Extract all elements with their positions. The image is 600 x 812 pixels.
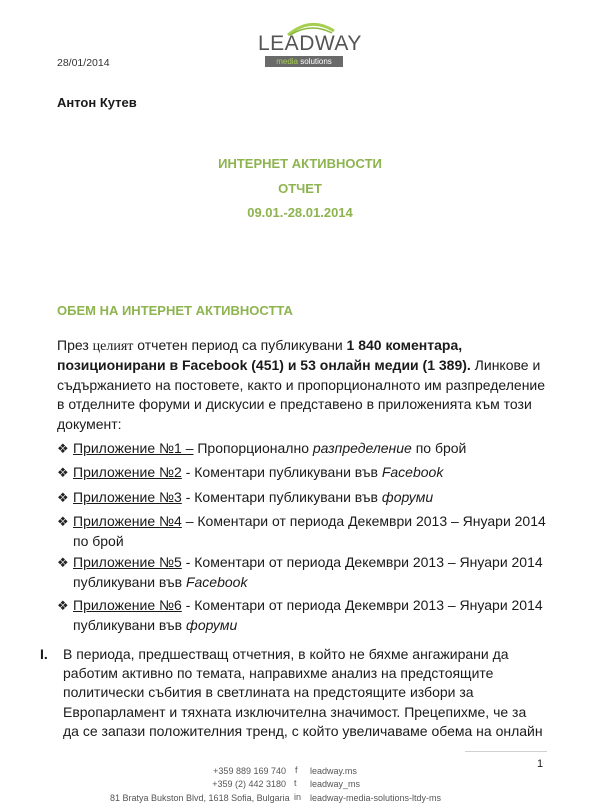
appendix-link[interactable]: Приложение №5 <box>73 554 182 570</box>
section-one-paragraph: В периода, предшестващ отчетния, в който не бяхме ангажирани да работим активно по темата, направихме анализ на предстоящите политически събития в светлината на предстоящите избори за Европарламент и тяхната изключителна значимост. Прецепихме, че за да се запази положителния тренд, с който увеличаваме обема на онлайн <box>63 646 543 739</box>
page-number: 1 <box>537 758 544 770</box>
appendix-emphasis: форуми <box>185 616 238 633</box>
appendix-text: - Коментари публикувани във <box>181 464 382 480</box>
recipient-name: Антон Кутев <box>57 95 137 110</box>
appendix-link[interactable]: Приложение №1 – <box>73 440 194 456</box>
footer-phone-mobile: +359 889 169 740 <box>213 766 286 776</box>
intro-text: През <box>57 337 93 353</box>
appendix-link[interactable]: Приложение №3 <box>73 489 182 505</box>
diamond-bullet-icon: ❖ <box>57 441 69 456</box>
section-numeral: I. <box>40 646 48 662</box>
appendix-link[interactable]: Приложение №2 <box>73 464 182 480</box>
appendix-item <box>57 596 563 635</box>
diamond-bullet-icon: ❖ <box>57 555 69 570</box>
footer-facebook[interactable]: leadway.ms <box>310 766 357 776</box>
twitter-icon: t <box>294 778 297 788</box>
document-subtitle: ОТЧЕТ <box>278 181 322 196</box>
appendix-emphasis: разпределение <box>312 440 412 456</box>
diamond-bullet-icon: ❖ <box>57 514 69 529</box>
intro-text-serif: целият <box>92 339 134 354</box>
appendix-text: - Коментари от периода Декември 2013 – Януари 2014 публикувани във <box>73 597 543 633</box>
report-period: 09.01.-28.01.2014 <box>247 205 353 220</box>
footer-divider <box>465 751 547 752</box>
intro-text: отчетен период са публикувани <box>133 337 347 353</box>
appendix-emphasis: Facebook <box>381 464 444 480</box>
report-date: 28/01/2014 <box>57 57 110 69</box>
diamond-bullet-icon: ❖ <box>57 465 69 480</box>
appendix-item <box>57 488 563 508</box>
appendix-item <box>57 463 563 483</box>
logo-wordmark: LEADWAY <box>258 32 362 55</box>
logo-tagline-solutions: solutions <box>298 57 332 66</box>
section-heading: ОБЕМ НА ИНТЕРНЕТ АКТИВНОСТТА <box>57 303 293 318</box>
appendix-text: - Коментари от периода Декември 2013 – Януари 2014 публикувани във <box>73 554 543 590</box>
appendix-text: по брой <box>411 440 467 456</box>
appendix-item <box>57 553 563 592</box>
intro-bold-stats: 1 840 коментара, позиционирани в Facebook (451) и 53 онлайн медии (1 389). <box>57 337 471 374</box>
diamond-bullet-icon: ❖ <box>57 490 69 505</box>
diamond-bullet-icon: ❖ <box>57 598 69 613</box>
logo-tagline-media: media <box>276 57 298 66</box>
appendix-text: Пропорционално <box>193 440 313 456</box>
appendix-emphasis: форуми <box>381 489 434 505</box>
appendix-item <box>57 512 563 551</box>
document-title: ИНТЕРНЕТ АКТИВНОСТИ <box>218 156 382 171</box>
footer-linkedin[interactable]: leadway-media-solutions-ltdy-ms <box>310 793 442 803</box>
appendix-link[interactable]: Приложение №4 <box>73 513 182 529</box>
leadway-logo <box>258 22 362 70</box>
facebook-icon: f <box>295 765 298 775</box>
appendix-text: – Коментари от периода Декември 2013 – Януари 2014 по брой <box>73 513 546 549</box>
appendix-emphasis: Facebook <box>185 573 248 590</box>
appendix-link[interactable]: Приложение №6 <box>73 597 182 613</box>
footer-twitter[interactable]: leadway_ms <box>310 779 361 789</box>
intro-text: Линкове и съдържанието на постовете, както и пропорционалното им разпределение в отделните форуми и дискусии е представено в приложенията към този документ: <box>57 357 546 432</box>
intro-paragraph <box>57 336 547 434</box>
footer-address: 81 Bratya Bukston Blvd, 1618 Sofia, Bulgaria <box>110 793 290 803</box>
linkedin-icon: in <box>294 792 302 802</box>
appendix-text: - Коментари публикувани във <box>181 489 382 505</box>
appendix-item <box>57 439 563 459</box>
footer-phone-landline: +359 (2) 442 3180 <box>212 779 286 789</box>
logo-tagline <box>265 56 343 67</box>
